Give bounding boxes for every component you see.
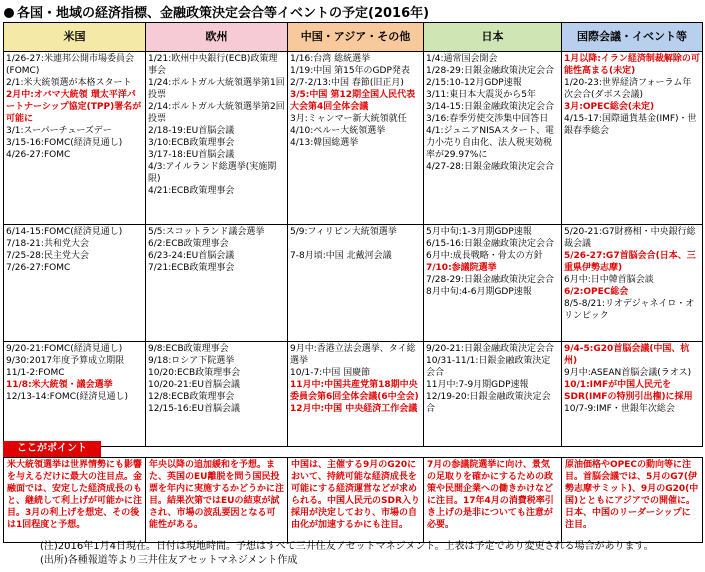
event-item: 1月以降:イラン経済制裁解除の可能性高まる(未定) bbox=[564, 54, 700, 76]
event-schedule-table bbox=[3, 22, 703, 447]
event-item: 11月中:7-9月期GDP速報 bbox=[426, 380, 529, 390]
event-item: 4/13:韓国総選挙 bbox=[290, 138, 359, 148]
header-row bbox=[4, 23, 703, 52]
event-item: 5月中旬:1-3月期GDP速報 bbox=[426, 227, 532, 237]
event-item: 10/20-21:EU首脳会議 bbox=[148, 380, 240, 390]
key-points-table bbox=[3, 457, 703, 543]
event-item: 10/1-7:中国 国慶節 bbox=[290, 368, 371, 378]
event-item: 10/1:IMFが中国人民元をSDR(IMFの特別引出権)に採用 bbox=[564, 380, 693, 402]
event-item: 3月:OPEC総会(未定) bbox=[564, 102, 655, 112]
cell-eu bbox=[146, 225, 288, 342]
event-item: 4/10:ペルー大統領選挙 bbox=[290, 126, 386, 136]
event-item: 12/19-20:日銀金融政策決定会合 bbox=[426, 392, 551, 414]
event-item bbox=[290, 238, 421, 250]
event-item: 3/11:東日本大震災から5年 bbox=[426, 90, 536, 100]
event-item: 4/1:ジュニアNISAスタート、電力小売り自由化、法人税実効税率が29.97%に bbox=[426, 126, 554, 160]
cell-intl bbox=[562, 342, 703, 447]
event-item: 3/17-18:EU首脳会議 bbox=[148, 150, 235, 160]
event-item: 7/25-28:民主党大会 bbox=[6, 251, 89, 261]
event-item: 2/1:米大統領選が本格スタート bbox=[6, 78, 132, 88]
event-item: 2/15:10-12月GDP速報 bbox=[426, 78, 522, 88]
schedule-row bbox=[4, 225, 703, 342]
event-item: 12/8:ECB政策理事会 bbox=[148, 392, 235, 402]
cell-cn bbox=[288, 52, 424, 225]
event-item: 9/18:ロシア下院選挙 bbox=[148, 356, 235, 366]
cell-intl bbox=[562, 225, 703, 342]
event-item: 11月中:中国共産党第18期中央委員会第6回全体会議(6中全会) bbox=[290, 380, 419, 402]
event-item: 2/7-2/13:中国 春節(旧正月) bbox=[290, 78, 404, 88]
event-item: 9月中:香港立法会選挙、タイ総選挙 bbox=[290, 344, 416, 366]
point-china-asia: 中国は、主催する9月のG20において、持続可能な経済成長を可能にする経済運営などが求められる。中国人民元のSDR入り採用が決定しており、市場の自由化が加速するかにも注目。 bbox=[288, 458, 424, 543]
page-title: 各国・地域の経済指標、金融政策決定会合等イベントの予定(2016年) bbox=[4, 2, 429, 20]
event-item: 9/4-5:G20首脳会議(中国、杭州) bbox=[564, 344, 690, 366]
event-item: 10/20:ECB政策理事会 bbox=[148, 368, 241, 378]
point-japan: 7月の参議院選挙に向け、景気の足取りを確かにするための政策や民間企業への働きかけなどに注目。17年4月の消費税率引き上げの是非についても注意が必要。 bbox=[424, 458, 562, 543]
col-header-international: 国際会議・イベント等 bbox=[562, 23, 703, 52]
event-item: 6月中:成長戦略・骨太の方針 bbox=[426, 251, 543, 261]
event-item: 3/14-15:日銀金融政策決定会合 bbox=[426, 102, 554, 112]
cell-us bbox=[4, 342, 146, 447]
event-item: 6/15-16:日銀金融政策決定会合 bbox=[426, 239, 554, 249]
event-item: 1/16:台湾 総統選挙 bbox=[290, 54, 371, 64]
event-item: 7/18-21:共和党大会 bbox=[6, 239, 89, 249]
event-item: 3/15-16:FOMC(経済見通し) bbox=[6, 138, 123, 148]
cell-intl bbox=[562, 52, 703, 225]
event-item: 7/26-27:FOMC bbox=[6, 263, 71, 273]
event-item: 3/5:中国 第12期全国人民代表大会第4回全体会議 bbox=[290, 90, 416, 112]
event-item: 4/27-28:日銀金融政策決定会合 bbox=[426, 162, 554, 172]
event-item: 5/5:スコットランド議会選挙 bbox=[148, 227, 265, 237]
col-header-china-asia: 中国・アジア・その他 bbox=[288, 23, 424, 52]
event-item: 1/20-23:世界経済フォーラム年次会合(ダボス会議) bbox=[564, 78, 692, 100]
cell-eu bbox=[146, 342, 288, 447]
point-eu: 年央以降の追加緩和を予想。また、英国のEU離脱を問う国民投票を年内に実施するかどうかに注目。結果次第ではEUの結束が試され、市場の波乱要因となる可能性がある。 bbox=[146, 458, 288, 543]
schedule-row bbox=[4, 52, 703, 225]
event-item: 9/20-21:FOMC(経済見通し) bbox=[6, 344, 123, 354]
event-item: 7/21:ECB政策理事会 bbox=[148, 263, 235, 273]
event-item: 2/14:ポルトガル大統領選挙第2回投票 bbox=[148, 102, 285, 124]
key-points-label: ここがポイント bbox=[3, 441, 101, 457]
event-item: 4/21:ECB政策理事会 bbox=[148, 186, 235, 196]
event-item: 4/15-17:国際通貨基金(IMF)・世銀春季総会 bbox=[564, 114, 697, 136]
event-item: 8月中旬:4-6月期GDP速報 bbox=[426, 287, 532, 297]
cell-jp bbox=[424, 225, 562, 342]
event-item: 9/20-21:日銀金融政策決定会合 bbox=[426, 344, 554, 354]
cell-jp bbox=[424, 52, 562, 225]
event-item: 9/30:2017年度予算成立期限 bbox=[6, 356, 125, 366]
point-international: 原油価格やOPECの動向等に注目。首脳会議では、5月のG7(伊勢志摩サミット)、9月のG20(中国)とともにアジアでの開催に。日本、中国のリーダーシップに注目。 bbox=[562, 458, 703, 543]
event-item: 4/3:アイルランド総選挙(実施期限) bbox=[148, 162, 277, 184]
col-header-japan: 日本 bbox=[424, 23, 562, 52]
event-item: 6/2:OPEC総会 bbox=[564, 287, 629, 297]
event-item: 10/31-11/1:日銀金融政策決定会合 bbox=[426, 356, 551, 378]
event-item: 5/20-21:G7財務相・中央銀行総裁会議 bbox=[564, 227, 696, 249]
event-item: 7/28-29:日銀金融政策決定会合 bbox=[426, 275, 554, 285]
footnotes bbox=[40, 540, 654, 568]
col-header-us: 米国 bbox=[4, 23, 146, 52]
cell-eu bbox=[146, 52, 288, 225]
event-item: 10/7-9:IMF・世銀年次総会 bbox=[564, 404, 675, 414]
event-item: 1/4:通常国会開会 bbox=[426, 54, 498, 64]
event-item: 2/18-19:EU首脳会議 bbox=[148, 126, 235, 136]
cell-jp bbox=[424, 342, 562, 447]
event-item: 6/23-24:EU首脳会議 bbox=[148, 251, 235, 261]
point-us: 米大統領選挙は世界情勢にも影響を与えるだけに最大の注目点。金融面では、安定した経済成長のもと、継続して利上げが可能かに注目。3月の利上げを想定、その後は1回程度と予想。 bbox=[4, 458, 146, 543]
event-item: 6/14-15:FOMC(経済見通し) bbox=[6, 227, 123, 237]
event-item: 5/26-27:G7首脳会合(日本、三重県伊勢志摩) bbox=[564, 251, 696, 273]
event-item: 12月中:中国 中央経済工作会議 bbox=[290, 404, 418, 414]
footnote-source: (出所)各種報道等より三井住友アセットマネジメント作成 bbox=[40, 555, 298, 566]
event-item: 1/21:欧州中央銀行(ECB)政策理事会 bbox=[148, 54, 278, 76]
cell-us bbox=[4, 52, 146, 225]
bullet-icon bbox=[4, 8, 14, 18]
schedule-row bbox=[4, 342, 703, 447]
key-points-section bbox=[3, 436, 702, 543]
event-item: 6月中:日中韓首脳会談 bbox=[564, 275, 654, 285]
event-item: 9月中:ASEAN首脳会議(ラオス) bbox=[564, 368, 692, 378]
event-item: 1/19:中国 第15年のGDP発表 bbox=[290, 66, 410, 76]
col-header-eu: 欧州 bbox=[146, 23, 288, 52]
event-item: 8/5-8/21:リオデジャネイロ・オリンピック bbox=[564, 299, 695, 321]
event-item: 7/10:参議院選挙 bbox=[426, 263, 497, 273]
event-item: 5/9:フィリピン大統領選挙 bbox=[290, 227, 397, 237]
event-item: 3/1:スーパーチューズデー bbox=[6, 126, 112, 136]
event-item: 1/26-27:米連邦公開市場委員会(FOMC) bbox=[6, 54, 134, 76]
event-item: 12/15-16:EU首脳会議 bbox=[148, 404, 240, 414]
event-item: 3月:ミャンマー新大統領就任 bbox=[290, 114, 407, 124]
event-item: 7-8月頃:中国 北戴河会議 bbox=[290, 251, 392, 261]
event-item: 4/26-27:FOMC bbox=[6, 150, 71, 160]
event-item: 11/8:米大統領・議会選挙 bbox=[6, 380, 113, 390]
cell-us bbox=[4, 225, 146, 342]
event-item: 1/24:ポルトガル大統領選挙第1回投票 bbox=[148, 78, 285, 100]
event-item: 9/8:ECB政策理事会 bbox=[148, 344, 229, 354]
cell-cn bbox=[288, 225, 424, 342]
event-item: 1/28-29:日銀金融政策決定会合 bbox=[426, 66, 554, 76]
footnote-note: (注)2016年1月4日現在。日付は現地時間。予想はすべて三井住友アセットマネジメント。上表は予定であり変更される場合があります。 bbox=[40, 541, 654, 552]
event-item: 6/2:ECB政策理事会 bbox=[148, 239, 229, 249]
event-item: 11/1-2:FOMC bbox=[6, 368, 65, 378]
event-item: 2月中:オバマ大統領 環太平洋パートナーシップ協定(TPP)署名が可能に bbox=[6, 90, 142, 124]
event-item: 3/10:ECB政策理事会 bbox=[148, 138, 235, 148]
cell-cn bbox=[288, 342, 424, 447]
event-item: 3/16:春季労使交渉集中回答日 bbox=[426, 114, 549, 124]
event-item: 12/13-14:FOMC(経済見通し) bbox=[6, 392, 129, 402]
